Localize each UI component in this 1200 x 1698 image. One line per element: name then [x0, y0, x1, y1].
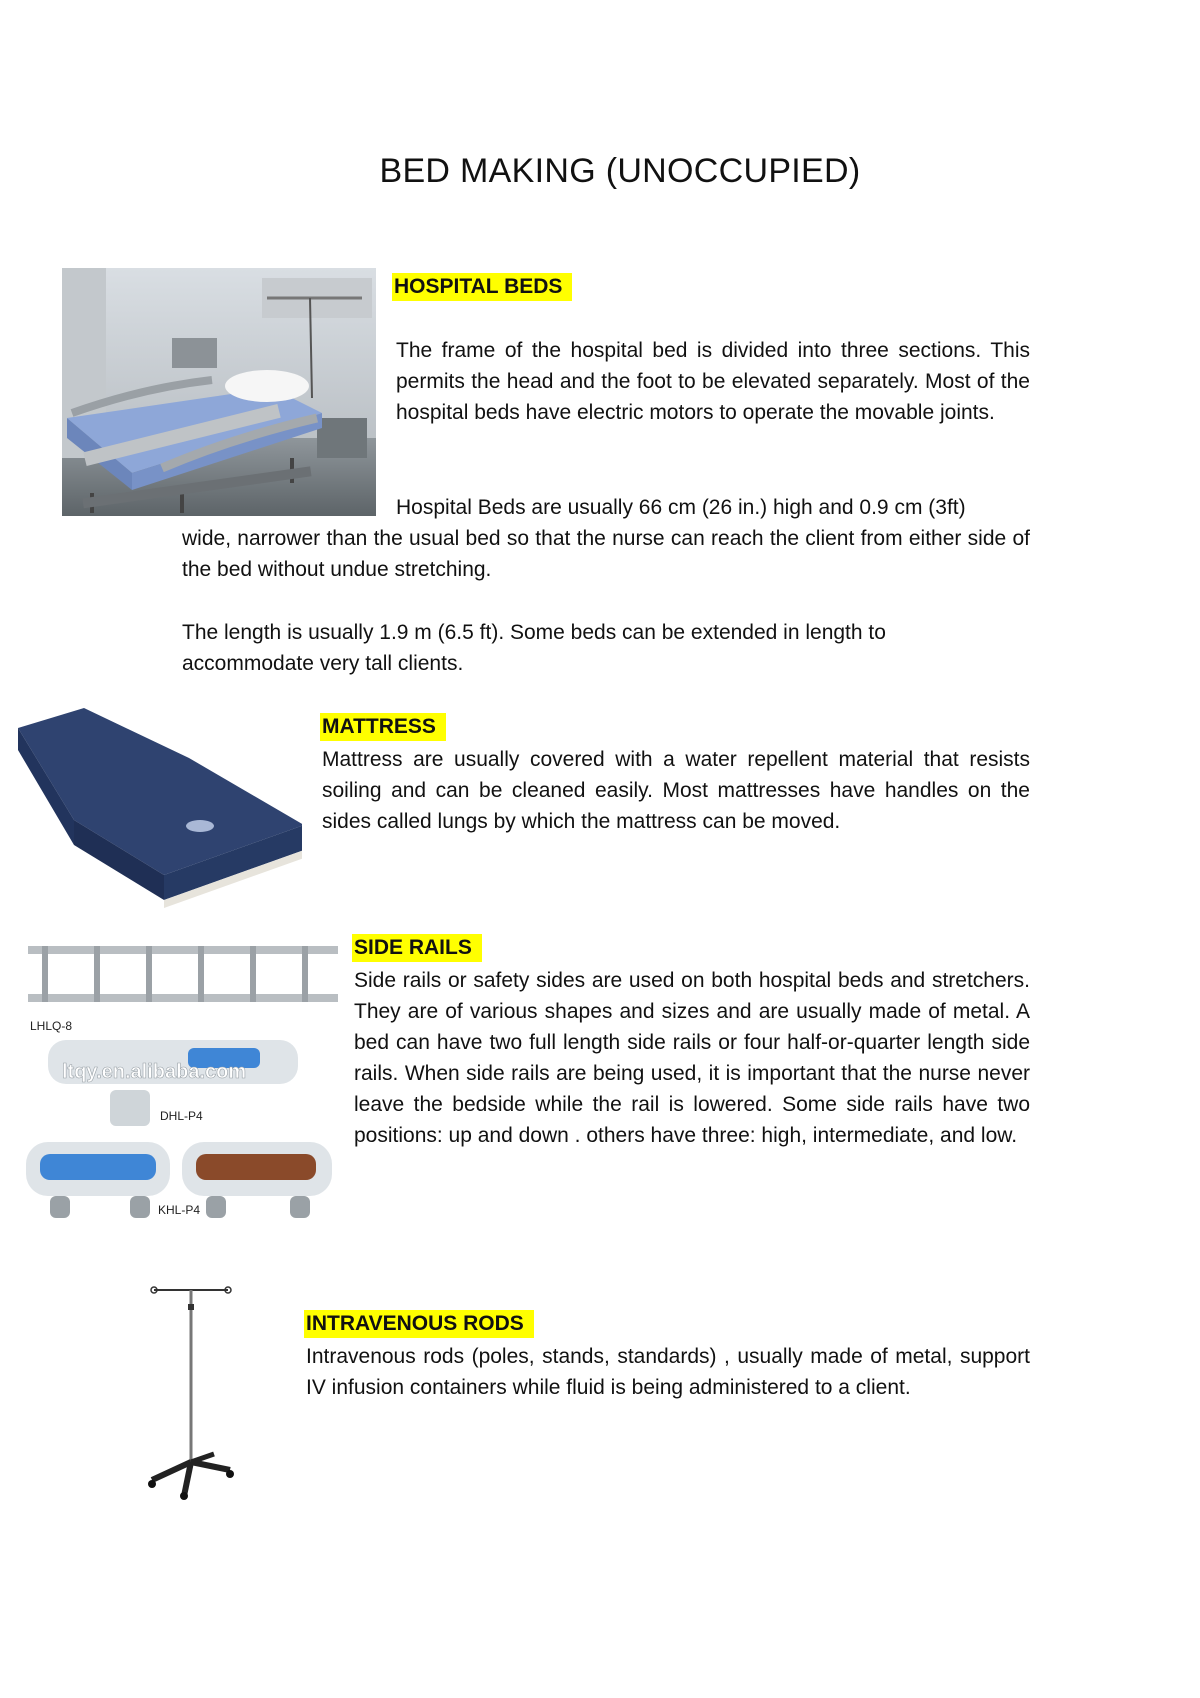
- hospital-beds-paragraph-2: wide, narrower than the usual bed so that the nurse can reach the client from either side of the bed without undue stretching.: [182, 527, 1030, 581]
- side-rails-image: [20, 940, 340, 1232]
- iv-pole-image: [144, 1282, 240, 1500]
- side-rails-label-top: LHLQ-8: [30, 1019, 73, 1033]
- mattress-heading: MATTRESS: [320, 713, 446, 741]
- iv-rods-heading: INTRAVENOUS RODS: [304, 1310, 534, 1338]
- hospital-beds-paragraph-1: The frame of the hospital bed is divided into three sections. This permits the head and the foot to be elevated separately. Most of the hospital beds have electric motors to operate the movable joints.: [396, 339, 1030, 424]
- side-rails-label-bottom: KHL-P4: [158, 1203, 201, 1217]
- page-title: BED MAKING (UNOCCUPIED): [379, 152, 861, 190]
- hospital-bed-image: [62, 268, 376, 516]
- mattress-image: [14, 700, 302, 908]
- side-rails-label-mid: DHL-P4: [160, 1109, 203, 1123]
- mattress-text: Mattress are usually covered with a water repellent material that resists soiling and can be cleaned easily. Most mattresses have handles on the sides called lungs by which the mattress can be moved.: [322, 748, 1030, 833]
- iv-rods-text: Intravenous rods (poles, stands, standards) , usually made of metal, support IV infusion containers while fluid is being administered to a client.: [306, 1345, 1030, 1399]
- watermark-text: ltqy.en.alibaba.com: [62, 1061, 247, 1083]
- hospital-beds-heading: HOSPITAL BEDS: [392, 273, 572, 301]
- side-rails-heading: SIDE RAILS: [352, 934, 482, 962]
- hospital-beds-paragraph-3: The length is usually 1.9 m (6.5 ft). Some beds can be extended in length to accommodate very tall clients.: [182, 621, 886, 675]
- hospital-beds-paragraph-2-line-1: Hospital Beds are usually 66 cm (26 in.) high and 0.9 cm (3ft): [396, 496, 966, 519]
- side-rails-text: Side rails or safety sides are used on both hospital beds and stretchers. They are of various shapes and sizes and are usually made of metal. A bed can have two full length side rails or four half-or-quarter length side rails. When side rails are being used, it is important that the nurse never leave the bedside while the rail is lowered. Some side rails have two positions: up and down . others have three: high, intermediate, and low.: [354, 969, 1030, 1147]
